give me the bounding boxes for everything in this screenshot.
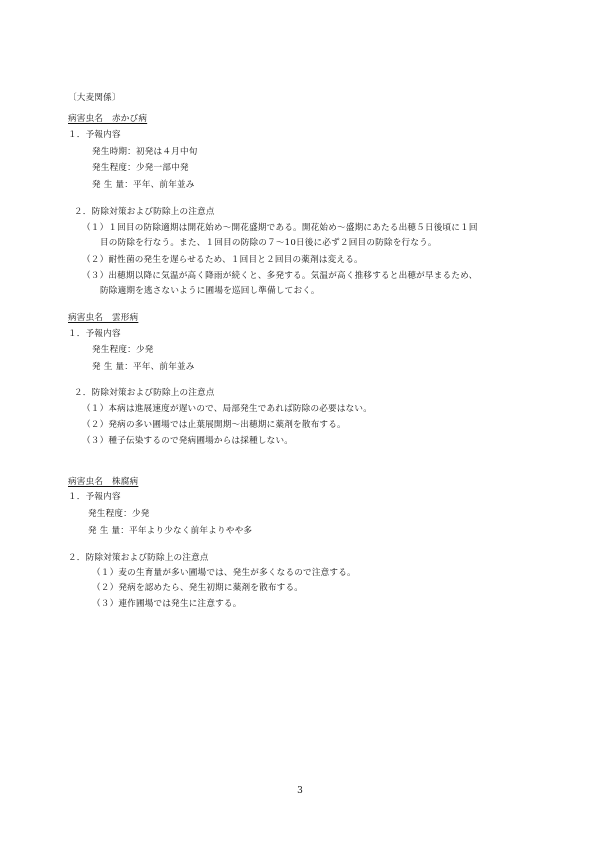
forecast-item: 発 生 量：平年、前年並み xyxy=(92,180,195,190)
forecast-item: 発生程度：少発 xyxy=(88,509,150,519)
forecast-item: 発生程度：少発一部中発 xyxy=(92,163,189,173)
forecast-item: 発 生 量：平年、前年並み xyxy=(92,362,195,372)
measures-heading: ２．防除対策および防除上の注意点 xyxy=(74,207,215,217)
page-number: 3 xyxy=(297,786,303,796)
forecast-heading: １．予報内容 xyxy=(68,130,121,140)
measure-line: 目の防除を行なう。また、１回目の防除の７～10日後に必ず２回目の防除を行なう。 xyxy=(100,238,437,248)
measure-line: （１）麦の生育量が多い圃場では、発生が多くなるので注意する。 xyxy=(92,568,356,578)
forecast-item: 発生時期：初発は４月中旬 xyxy=(92,147,198,157)
measure-line: （２）発病を認めたら、発生初期に薬剤を散布する。 xyxy=(92,583,304,593)
measure-line: 防除適期を逃さないように圃場を巡回し準備しておく。 xyxy=(100,286,320,296)
measure-line: （１）１回目の防除適期は開花始め～開花盛期である。開花始め～盛期にあたる出穂５日後頃に１回 xyxy=(82,223,478,233)
measures-heading: ２．防除対策および防除上の注意点 xyxy=(74,388,215,398)
measure-line: （３）種子伝染するので発病圃場からは採種しない。 xyxy=(82,436,294,446)
measure-line: （２）発病の多い圃場では止葉展開期～出穂期に薬剤を散布する。 xyxy=(82,420,346,430)
pest-name-heading: 病害虫名 赤かび病 xyxy=(68,114,148,124)
forecast-heading: １．予報内容 xyxy=(68,492,121,502)
forecast-item: 発 生 量：平年より少なく前年よりやや多 xyxy=(88,526,253,536)
measure-line: （３）連作圃場では発生に注意する。 xyxy=(92,599,242,609)
pest-name-heading: 病害虫名 株腐病 xyxy=(68,477,139,487)
measure-line: （２）耐性菌の発生を遅らせるため、１回目と２回目の薬剤は変える。 xyxy=(82,255,363,265)
measures-heading: ２．防除対策および防除上の注意点 xyxy=(68,553,209,563)
measure-line: （１）本病は進展速度が遅いので、局部発生であれば防除の必要はない。 xyxy=(82,404,373,414)
forecast-item: 発生程度：少発 xyxy=(92,345,154,355)
forecast-heading: １．予報内容 xyxy=(68,329,121,339)
section-label: 〔大麦関係〕 xyxy=(68,93,121,103)
pest-name-heading: 病害虫名 雲形病 xyxy=(68,313,139,323)
measure-line: （３）出穂期以降に気温が高く降雨が続くと、多発する。気温が高く推移すると出穂が早まるため、 xyxy=(82,271,478,281)
